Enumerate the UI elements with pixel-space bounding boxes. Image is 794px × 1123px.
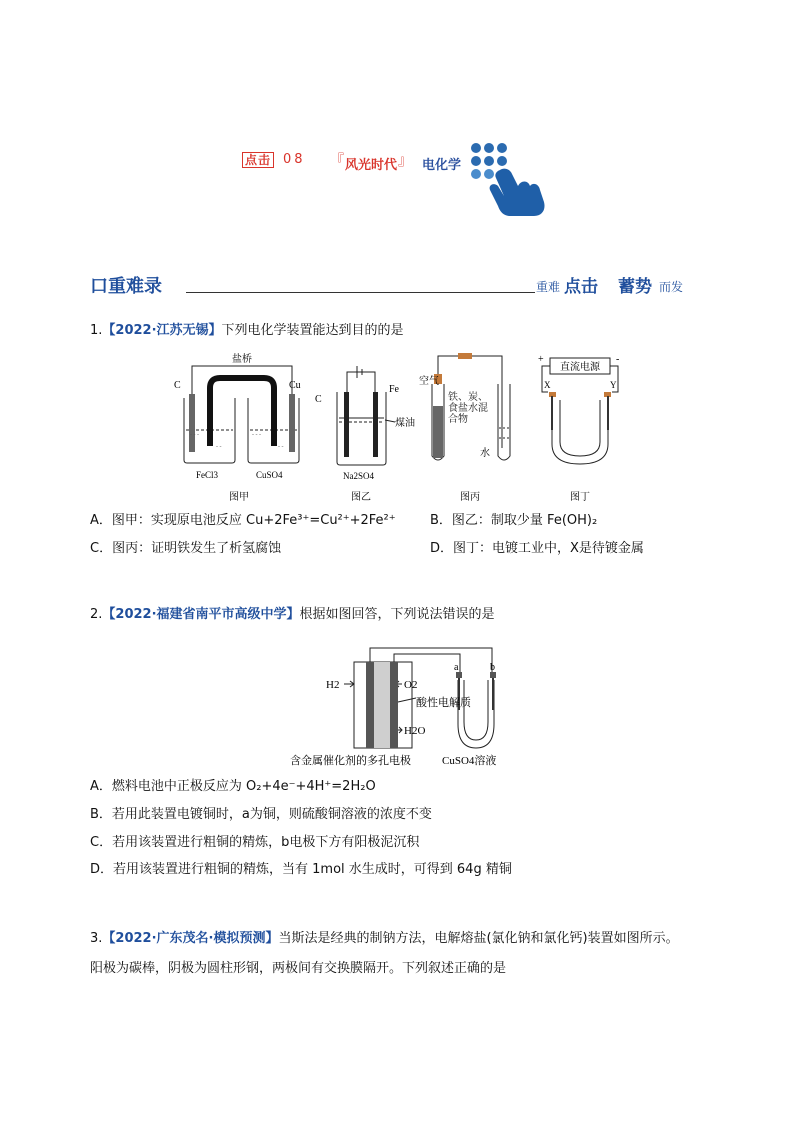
question-2-stem [90,606,495,624]
cuso4-label: CuSO4 [256,470,283,480]
bing-mix-label: 铁、炭、食盐水混合物 [448,392,488,425]
banner-bracket-left: 『 [330,153,344,169]
svg-text:- -: - - [216,444,222,450]
ding-minus: - [616,354,620,365]
question-2-text: 根据如图回答，下列说法错误的是 [299,607,495,622]
ding-x-label: X [544,380,551,390]
figure-bing [420,348,530,508]
ding-y-label: Y [610,380,617,390]
question-2-option-d: D．若用该装置进行粗铜的精炼，当有 1mol 水生成时，可得到 64g 精铜 [90,862,512,877]
question-2-option-b: B．若用此装置电镀铜时，a为铜，则硫酸铜溶液的浓度不变 [90,807,432,822]
question-2-source: 【2022·福建省南平市高级中学】 [102,607,300,622]
electrode-cu-label: Cu [289,380,301,391]
figure-yi-caption: 图乙 [351,492,371,503]
q2-h2o-label: H2O [404,725,426,737]
bing-air-label: 空气 [419,376,439,387]
q2-h2-label: H2 [326,679,340,691]
section-slogan-small-1: 重难 [536,280,561,294]
question-1-stem [90,322,404,340]
pointing-hand-icon [466,140,548,220]
ding-plus: + [538,354,544,365]
question-1-option-c: C．图丙：证明铁发生了析氢腐蚀 [90,541,282,556]
q2-a-label: a [454,662,459,673]
question-1-option-d: D．图丁：电镀工业中，X是待镀金属 [430,541,644,556]
figure-jia [172,348,312,508]
yi-solution-label: Na2SO4 [343,471,374,481]
question-3-stem [90,930,679,948]
banner-title: 风光时代 [345,158,398,173]
q2-electrode-label: 含金属催化剂的多孔电极 [290,755,411,767]
figure-bing-caption: 图丙 [460,492,480,503]
section-slogan-big-2: 蓄势 [618,277,652,297]
figure-ding [536,352,626,508]
yi-oil-label: 煤油 [395,418,415,429]
salt-bridge-label: 盐桥 [232,354,252,365]
q2-o2-label: O2 [404,679,418,691]
q2-b-label: b [490,662,495,673]
svg-text:- - -: - - - [252,432,261,438]
question-2-option-c: C．若用该装置进行粗铜的精炼，b电极下方有阳极泥沉积 [90,835,420,850]
question-2-option-a: A．燃料电池中正极反应为 O₂+4e⁻+4H⁺=2H₂O [90,779,376,794]
question-1-option-a: A．图甲：实现原电池反应 Cu+2Fe³⁺=Cu²⁺+2Fe²⁺ [90,513,396,528]
section-slogan-small-2: 而发 [659,280,684,294]
svg-text:- - -: - - - [190,432,199,438]
section-divider [186,292,535,293]
question-1-source: 【2022·江苏无锡】 [102,323,222,338]
question-1-option-b: B．图乙：制取少量 Fe(OH)₂ [430,513,598,528]
banner-subtitle: 电化学 [422,158,462,173]
question-3-source: 【2022·广东茂名·模拟预测】 [102,931,279,946]
question-1-number: 1. [90,323,103,338]
yi-fe-label: Fe [389,384,399,395]
q2-electrolyte-label: 酸性电解质 [416,697,471,709]
yi-c-label: C [315,394,322,405]
figure-jia-caption: 图甲 [229,492,249,503]
bing-water-label: 水 [480,448,490,459]
section-title: 口重难录 [90,276,162,297]
question-3-number: 3. [90,931,103,946]
banner-number: 08 [283,152,306,167]
question-2-number: 2. [90,607,103,622]
banner-bracket-right: 』 [398,153,412,169]
banner-tag: 点击 [242,152,274,168]
figure-yi [315,362,415,508]
question-1-text: 下列电化学装置能达到目的的是 [221,323,404,338]
section-slogan-big-1: 点击 [564,277,598,297]
svg-text:- -: - - [278,444,284,450]
electrode-c-label: C [174,380,181,391]
figure-ding-caption: 图丁 [570,492,590,503]
ding-power-label: 直流电源 [560,362,600,373]
question-3-text-line-1: 当斯法是经典的制钠方法，电解熔盐(氯化钠和氯化钙)装置如图所示。 [278,931,679,946]
question-3-text-line-2: 阳极为碳棒，阴极为圆柱形钢，两极间有交换膜隔开。下列叙述正确的是 [90,961,507,976]
figure-q2 [290,640,512,774]
fecl3-label: FeCl3 [196,470,219,480]
q2-solution-label: CuSO4溶液 [442,755,497,767]
